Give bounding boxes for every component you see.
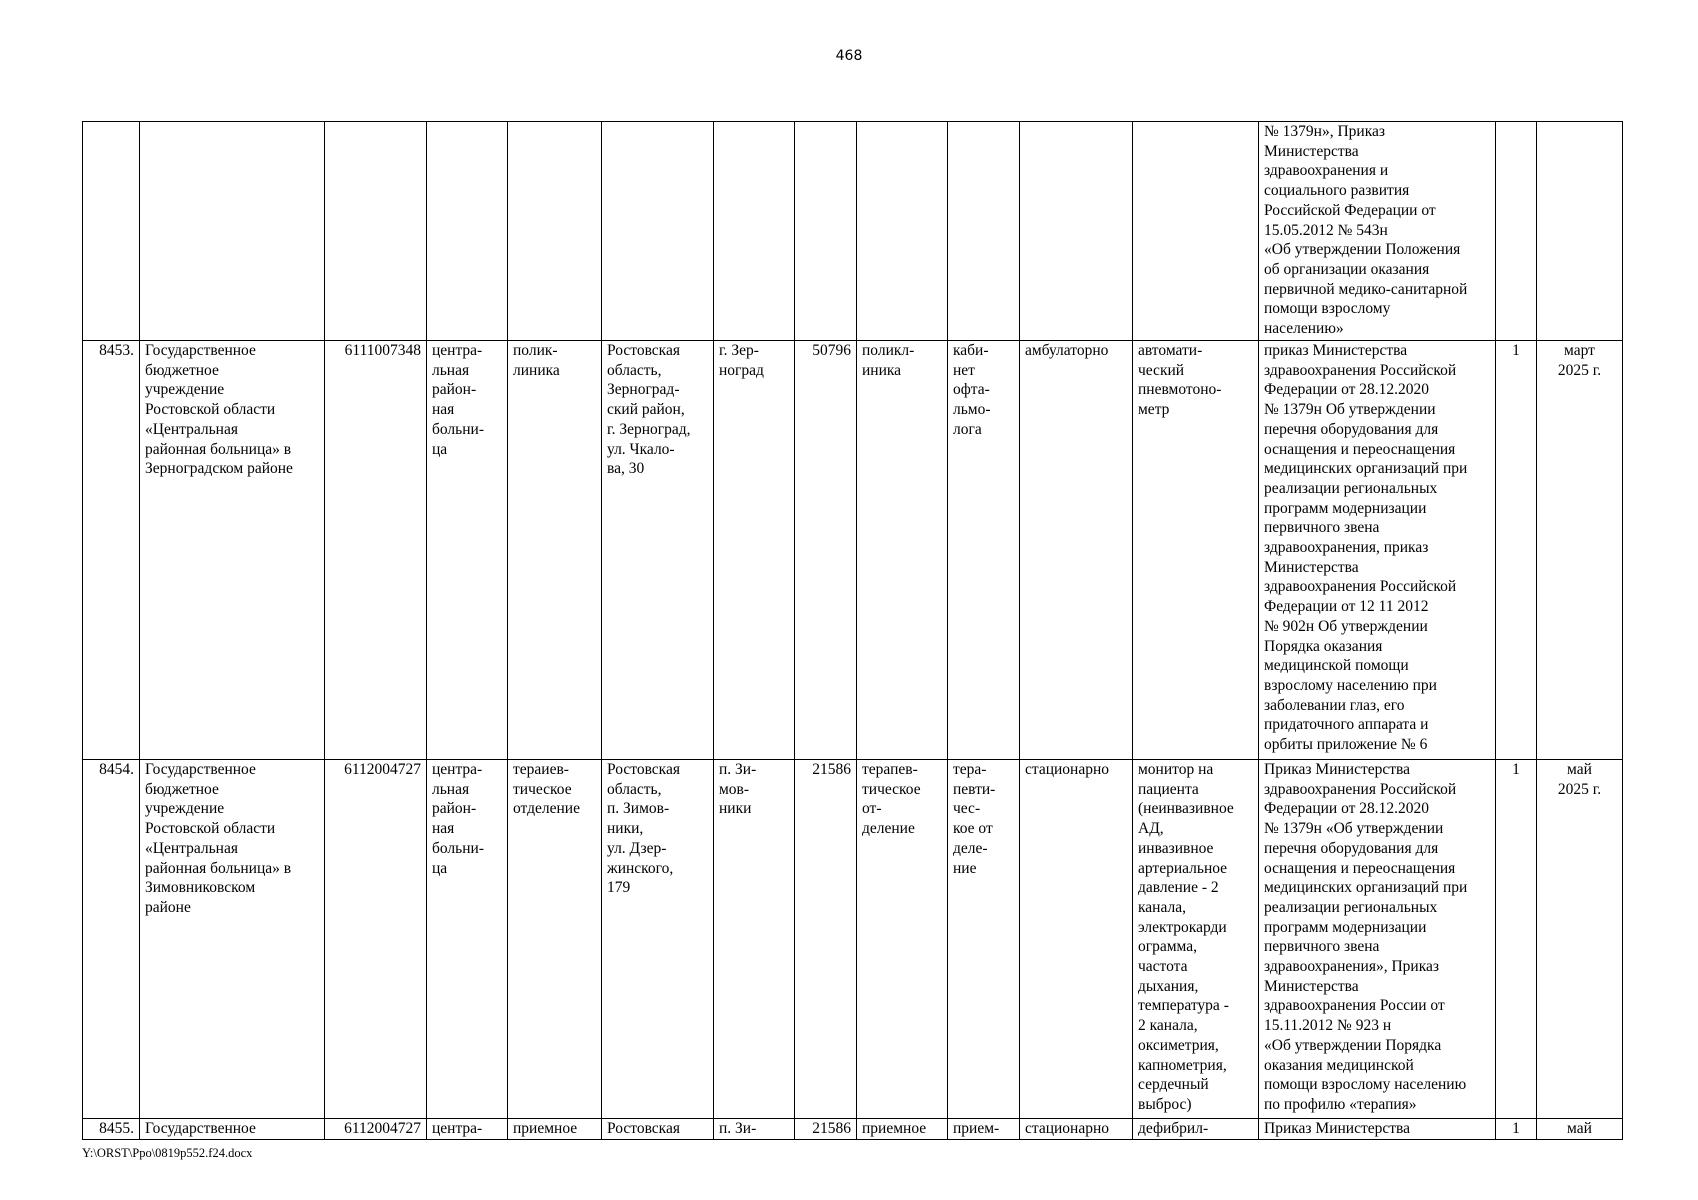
table-row (83, 1119, 1623, 1140)
cell-org-type: центра- (427, 1119, 508, 1140)
cell-unit: терапев- тическое от- деление (857, 760, 948, 1119)
cell-locality: г. Зер- ноград (714, 341, 795, 760)
cell-equipment: автомати- ческий пневмотоно- метр (1133, 341, 1259, 760)
cell-org-type: центра- льная район- ная больни- ца (427, 760, 508, 1119)
cell-locality: п. Зи- (714, 1119, 795, 1140)
cell-care-form: стационарно (1020, 1119, 1133, 1140)
cell-quantity (1496, 122, 1537, 341)
cell-address: Ростовская (602, 1119, 714, 1140)
cell-legal-basis: приказ Министерства здравоохранения Российской Федерации от 28.12.2020 № 1379н Об утверждении перечня оборудования для оснащения и переоснащения медицинских организаций при реализации региональных программ модернизации первичного звена здравоохранения, приказ Министерства здравоохранения Российской Федерации от 12 11 2012 № 902н Об утверждении Порядка оказания медицинской помощи взрослому населению при заболевании глаз, его придаточного аппарата и орбиты приложение № 6 (1259, 341, 1496, 760)
cell-equipment: дефибрил- (1133, 1119, 1259, 1140)
cell-inn (325, 122, 427, 341)
cell-date: март 2025 г. (1537, 341, 1623, 760)
cell-address (602, 122, 714, 341)
cell-inn: 6112004727 (325, 760, 427, 1119)
table-row (83, 341, 1623, 760)
cell-inn: 6111007348 (325, 341, 427, 760)
cell-division (508, 122, 602, 341)
cell-legal-basis: Приказ Министерства здравоохранения Российской Федерации от 28.12.2020 № 1379н «Об утверждении перечня оборудования для оснащения и переоснащения медицинских организаций при реализации региональных программ модернизации первичного звена здравоохранения», Приказ Министерства здравоохранения России от 15.11.2012 № 923 н «Об утверждении Порядка оказания медицинской помощи взрослому населению по профилю «терапия» (1259, 760, 1496, 1119)
table-row (83, 122, 1623, 341)
cell-room: тера- певти- чес- кое от деле- ние (948, 760, 1020, 1119)
cell-date: май 2025 г. (1537, 760, 1623, 1119)
cell-number: 8454. (83, 760, 140, 1119)
cell-number: 8453. (83, 341, 140, 760)
cell-date (1537, 122, 1623, 341)
cell-address: Ростовская область, Зерноград- ский район, г. Зерноград, ул. Чкало- ва, 30 (602, 341, 714, 760)
cell-organization (140, 122, 325, 341)
cell-legal-basis: Приказ Министерства (1259, 1119, 1496, 1140)
cell-code: 21586 (795, 760, 857, 1119)
cell-division: тераиев- тическое отделение (508, 760, 602, 1119)
cell-code: 50796 (795, 341, 857, 760)
cell-care-form (1020, 122, 1133, 341)
cell-equipment: монитор на пациента (неинвазивное АД, инвазивное артериальное давление - 2 канала, электрокарди ограмма, частота дыхания, температура - 2 канала, оксиметрия, капнометрия, сердечный выброс) (1133, 760, 1259, 1119)
cell-unit: приемное (857, 1119, 948, 1140)
cell-org-type (427, 122, 508, 341)
cell-legal-basis: № 1379н», Приказ Министерства здравоохранения и социального развития Российской Федерации от 15.05.2012 № 543н «Об утверждении Положения об организации оказания первичной медико-санитарной помощи взрослому населению» (1259, 122, 1496, 341)
cell-unit (857, 122, 948, 341)
cell-division: приемное (508, 1119, 602, 1140)
cell-room: каби- нет офта- льмо- лога (948, 341, 1020, 760)
cell-date: май (1537, 1119, 1623, 1140)
cell-locality: п. Зи- мов- ники (714, 760, 795, 1119)
table-row (83, 760, 1623, 1119)
cell-number (83, 122, 140, 341)
cell-room: прием- (948, 1119, 1020, 1140)
cell-number: 8455. (83, 1119, 140, 1140)
cell-organization: Государственное бюджетное учреждение Ростовской области «Центральная районная больница» в Зерноградском районе (140, 341, 325, 760)
cell-code (795, 122, 857, 341)
cell-quantity: 1 (1496, 760, 1537, 1119)
cell-locality (714, 122, 795, 341)
cell-quantity: 1 (1496, 341, 1537, 760)
cell-organization: Государственное (140, 1119, 325, 1140)
cell-code: 21586 (795, 1119, 857, 1140)
page-number: 468 (835, 48, 863, 64)
cell-address: Ростовская область, п. Зимов- ники, ул. Дзер- жинского, 179 (602, 760, 714, 1119)
cell-quantity: 1 (1496, 1119, 1537, 1140)
cell-care-form: стационарно (1020, 760, 1133, 1119)
cell-inn: 6112004727 (325, 1119, 427, 1140)
cell-equipment (1133, 122, 1259, 341)
cell-unit: поликл- иника (857, 341, 948, 760)
cell-org-type: центра- льная район- ная больни- ца (427, 341, 508, 760)
document-path-footer: Y:\ORST\Ppo\0819p552.f24.docx (82, 1146, 253, 1160)
cell-division: полик- линика (508, 341, 602, 760)
registry-table (82, 121, 1623, 1140)
cell-room (948, 122, 1020, 341)
cell-organization: Государственное бюджетное учреждение Ростовской области «Центральная районная больница» в Зимовниковском районе (140, 760, 325, 1119)
cell-care-form: амбулаторно (1020, 341, 1133, 760)
